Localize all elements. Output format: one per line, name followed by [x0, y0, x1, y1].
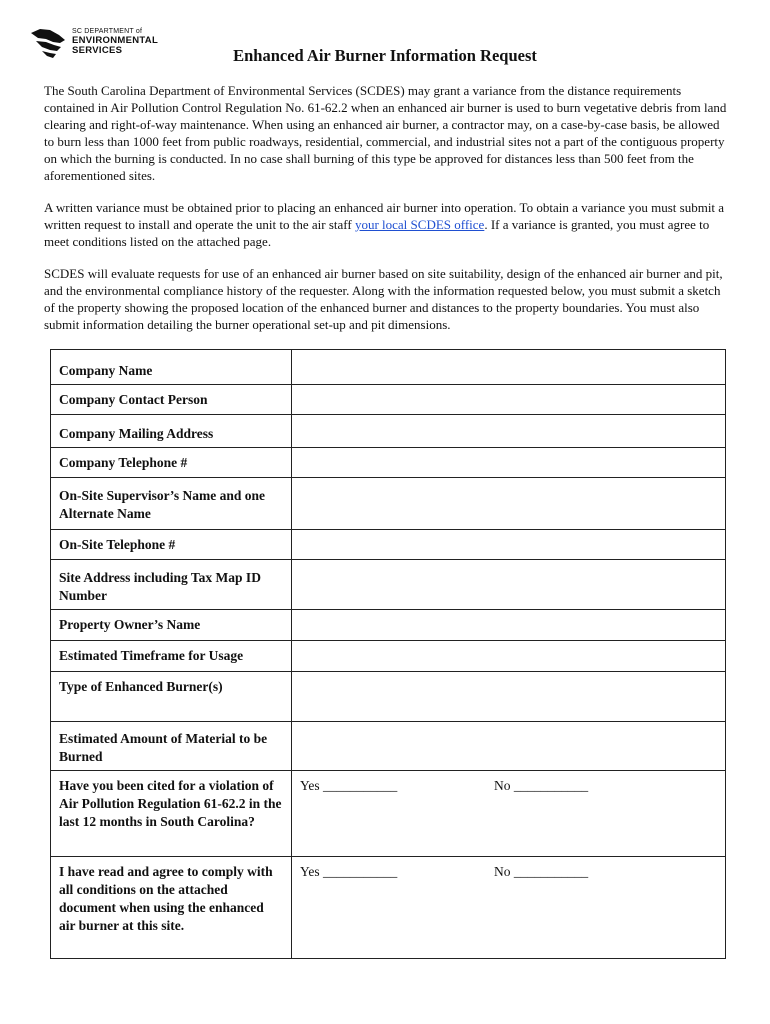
logo-line-2: ENVIRONMENTAL [72, 35, 159, 46]
cited-question-label: Have you been cited for a violation of Air Pollution Regulation 61-62.2 in the last 12 months in South Carolina? [51, 771, 292, 857]
burner-type-label: Type of Enhanced Burner(s) [51, 672, 292, 722]
supervisor-field[interactable] [292, 478, 726, 530]
variance-paragraph [44, 199, 730, 250]
timeframe-label: Estimated Timeframe for Usage [51, 641, 292, 672]
cited-answer-cell [292, 771, 726, 857]
onsite-phone-field[interactable] [292, 530, 726, 560]
owner-name-field[interactable] [292, 610, 726, 641]
agree-question-label: I have read and agree to comply with all conditions on the attached document when using the enhanced air burner at this site. [51, 857, 292, 959]
company-contact-field[interactable] [292, 385, 726, 415]
form-row-onsite-phone [51, 530, 726, 560]
site-address-field[interactable] [292, 560, 726, 610]
company-mailing-field[interactable] [292, 415, 726, 448]
agree-yes-field[interactable]: Yes ___________ [300, 864, 398, 879]
form-row-company-name [51, 350, 726, 385]
onsite-phone-label: On-Site Telephone # [51, 530, 292, 560]
cited-yes-no [300, 777, 717, 795]
form-row-burner-type [51, 672, 726, 722]
material-amount-label: Estimated Amount of Material to be Burned [51, 722, 292, 771]
evaluation-paragraph: SCDES will evaluate requests for use of an enhanced air burner based on site suitability, design of the enhanced air burner and pit, and the environmental compliance history of the requester. Along with the information requested below, you must submit a sketch of the property showing the proposed location of the enhanced burner and distances to the property boundaries. You must also submit information detailing the burner operational set-up and pit dimensions. [44, 266, 723, 332]
variance-text-before: A written variance must be obtained prior to placing an enhanced air burner into operation. To obtain a variance you must submit a written request to install and operate the unit to the air staff [44, 200, 725, 232]
form-row-cited [51, 771, 726, 857]
form-row-agree [51, 857, 726, 959]
logo-line-1: SC DEPARTMENT of [72, 28, 143, 35]
information-request-form [50, 349, 726, 959]
form-row-material-amount [51, 722, 726, 771]
cited-yes-field[interactable]: Yes ___________ [300, 778, 398, 793]
company-phone-label: Company Telephone # [51, 448, 292, 478]
company-contact-label: Company Contact Person [51, 385, 292, 415]
form-row-timeframe [51, 641, 726, 672]
company-mailing-label: Company Mailing Address [51, 415, 292, 448]
form-row-company-contact [51, 385, 726, 415]
supervisor-label: On-Site Supervisor’s Name and one Alternate Name [51, 478, 292, 530]
logo-line-3: SERVICES [72, 44, 123, 56]
form-row-supervisor [51, 478, 726, 530]
local-office-link[interactable]: your local SCDES office [354, 217, 485, 232]
owner-name-label: Property Owner’s Name [51, 610, 292, 641]
cited-no-field[interactable]: No ___________ [494, 778, 589, 793]
company-phone-field[interactable] [292, 448, 726, 478]
agree-answer-cell [292, 857, 726, 959]
document-title: Enhanced Air Burner Information Request [233, 46, 537, 65]
site-address-label: Site Address including Tax Map ID Number [51, 560, 292, 610]
company-name-label: Company Name [51, 350, 292, 385]
form-row-company-mailing [51, 415, 726, 448]
form-row-owner-name [51, 610, 726, 641]
agree-yes-no [300, 863, 717, 881]
timeframe-field[interactable] [292, 641, 726, 672]
form-row-site-address [51, 560, 726, 610]
form-row-company-phone [51, 448, 726, 478]
variance-text-after: . If a variance is granted, you must agree to meet conditions listed on the attached page. [44, 217, 710, 249]
material-amount-field[interactable] [292, 722, 726, 771]
agree-no-field[interactable]: No ___________ [494, 864, 589, 879]
burner-type-field[interactable] [292, 672, 726, 722]
company-name-field[interactable] [292, 350, 726, 385]
intro-paragraph: The South Carolina Department of Environmental Services (SCDES) may grant a variance from the distance requirements contained in Air Pollution Control Regulation No. 61-62.2 when an enhanced air burner is used to burn vegetative debris from land clearing and right-of-way maintenance. When using an enhanced air burner, a contractor may, on a case-by-case basis, be allowed to burn less than 1000 feet from public roadways, residential, commercial, and industrial sites not a part of the contiguous property on which the burning is conducted. In no case shall burning of this type be approved for distances less than 500 feet from the aforementioned sites. [44, 83, 727, 183]
